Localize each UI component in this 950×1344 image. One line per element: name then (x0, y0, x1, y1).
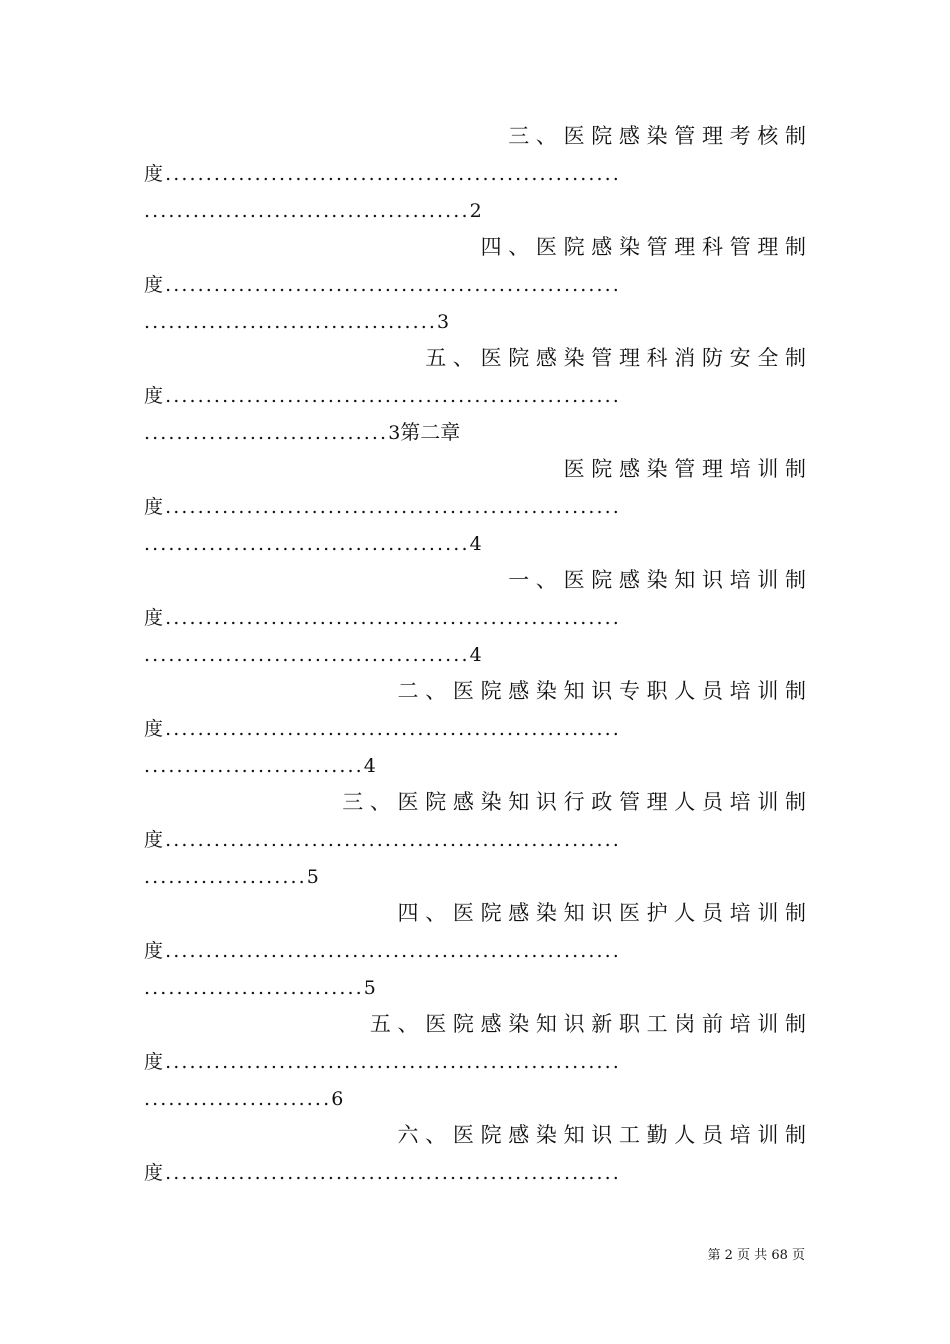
leader-dots: 度........................................................ (144, 496, 621, 518)
leader-dots: ........................... (144, 755, 364, 777)
chapter-heading: 第二章 (400, 420, 461, 444)
leader-dots: ........................................ (144, 533, 470, 555)
page-number: 6 (331, 1088, 344, 1110)
leader-dots: 度........................................................ (144, 607, 621, 629)
page-number: 3 (388, 422, 401, 444)
toc-entry[interactable] (144, 673, 806, 784)
toc-entry[interactable] (144, 1117, 806, 1191)
toc-entry-leader-1 (144, 821, 806, 858)
toc-entry-leader-1 (144, 710, 806, 747)
leader-dots: .............................. (144, 422, 389, 444)
toc-entry-leader-1 (144, 599, 806, 636)
toc-entry[interactable] (144, 229, 806, 340)
toc-entry-leader-2 (144, 1080, 806, 1117)
page-number: 4 (469, 644, 482, 666)
toc-entry-leader-1 (144, 488, 806, 525)
toc-entry-title: 医 院 感 染 管 理 培 训 制 (563, 457, 806, 481)
toc-entry[interactable] (144, 340, 806, 451)
toc-entry-leader-1 (144, 932, 806, 969)
leader-dots: ........................... (144, 977, 364, 999)
page-number: 5 (363, 977, 376, 999)
toc-entry-leader-1 (144, 266, 806, 303)
toc-entry-leader-1 (144, 1154, 806, 1191)
leader-dots: 度........................................................ (144, 1162, 621, 1184)
toc-entry-leader-2 (144, 192, 806, 229)
page-number: 5 (306, 866, 319, 888)
toc-entry[interactable] (144, 895, 806, 1006)
page-number: 4 (363, 755, 376, 777)
toc-entry[interactable] (144, 118, 806, 229)
leader-dots: 度........................................................ (144, 1051, 621, 1073)
page-number: 3 (437, 311, 450, 333)
toc-entry-title: 五 、 医 院 感 染 知 识 新 职 工 岗 前 培 训 制 (369, 1012, 806, 1036)
leader-dots: 度........................................................ (144, 718, 621, 740)
page-number: 4 (469, 533, 482, 555)
toc-entry-title: 三 、 医 院 感 染 知 识 行 政 管 理 人 员 培 训 制 (342, 790, 806, 814)
page-number: 2 (469, 200, 482, 222)
toc-entry-leader-2 (144, 969, 806, 1006)
toc-entry-title: 五 、 医 院 感 染 管 理 科 消 防 安 全 制 (425, 346, 806, 370)
toc-entry-leader-1 (144, 377, 806, 414)
toc-entry-title: 二 、 医 院 感 染 知 识 专 职 人 员 培 训 制 (397, 679, 806, 703)
toc-entry[interactable] (144, 784, 806, 895)
toc-entry-title: 三 、 医 院 感 染 管 理 考 核 制 (508, 124, 806, 148)
leader-dots: 度........................................................ (144, 163, 621, 185)
toc-entry-title: 六 、 医 院 感 染 知 识 工 勤 人 员 培 训 制 (397, 1123, 806, 1147)
leader-dots: 度........................................................ (144, 940, 621, 962)
leader-dots: ........................................ (144, 644, 470, 666)
page-footer: 第 2 页 共 68 页 (707, 1248, 805, 1263)
toc-entry-leader-1 (144, 155, 806, 192)
toc-entry[interactable] (144, 1006, 806, 1117)
toc-entry[interactable] (144, 562, 806, 673)
toc-entry[interactable] (144, 451, 806, 562)
table-of-contents (144, 118, 806, 1191)
toc-entry-leader-2 (144, 525, 806, 562)
toc-entry-leader-2 (144, 858, 806, 895)
leader-dots: 度........................................................ (144, 829, 621, 851)
leader-dots: 度........................................................ (144, 385, 621, 407)
leader-dots: .................................... (144, 311, 438, 333)
toc-entry-title: 四 、 医 院 感 染 知 识 医 护 人 员 培 训 制 (397, 901, 806, 925)
toc-entry-leader-1 (144, 1043, 806, 1080)
toc-entry-title: 四 、 医 院 感 染 管 理 科 管 理 制 (480, 235, 806, 259)
leader-dots: ....................... (144, 1088, 332, 1110)
toc-entry-leader-2 (144, 636, 806, 673)
toc-entry-leader-2 (144, 747, 806, 784)
toc-entry-title: 一 、 医 院 感 染 知 识 培 训 制 (508, 568, 806, 592)
leader-dots: .................... (144, 866, 307, 888)
toc-entry-leader-2 (144, 303, 806, 340)
leader-dots: ........................................ (144, 200, 470, 222)
leader-dots: 度........................................................ (144, 274, 621, 296)
toc-entry-leader-2 (144, 414, 806, 451)
